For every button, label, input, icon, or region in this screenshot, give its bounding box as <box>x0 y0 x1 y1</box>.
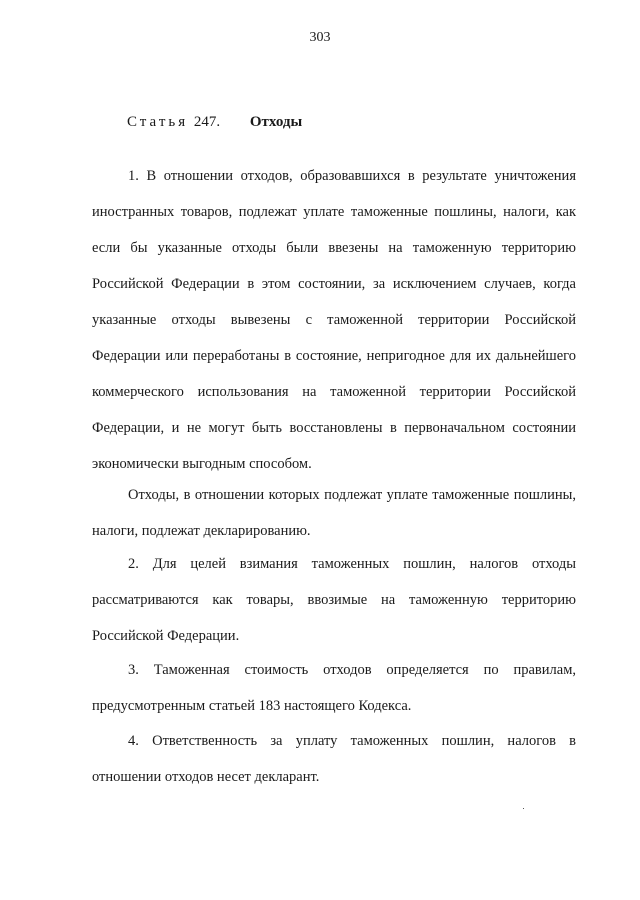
article-heading <box>127 114 302 131</box>
article-body-3 <box>92 546 576 654</box>
paragraph-5: 4. Ответственность за уплату таможенных пошлин, налогов в отношении отходов несет декларант. <box>92 733 576 785</box>
paragraph-4: 3. Таможенная стоимость отходов определяется по правилам, предусмотренным статьей 183 настоящего Кодекса. <box>92 662 576 714</box>
article-title: Отходы <box>249 114 303 130</box>
paragraph-2: Отходы, в отношении которых подлежат уплате таможенные пошлины, налоги, подлежат декларированию. <box>92 487 576 539</box>
article-label: Статья <box>127 114 189 130</box>
scan-speck <box>523 808 524 809</box>
paragraph-1: 1. В отношении отходов, образовавшихся в результате уничтожения иностранных товаров, подлежат уплате таможенные пошлины, налоги, как если бы указанные отходы были ввезены на таможенную территорию Российской Федерации в этом состоянии, за исключением случаев, когда указанные отходы вывезены с таможенной территории Российской Федерации или переработаны в состояние, непригодное для их дальнейшего коммерческого использования на таможенной территории Российской Федерации, и не могут быть восстановлены в первоначальном состоянии экономически выгодным способом. <box>92 168 576 472</box>
page-number: 303 <box>309 30 331 45</box>
article-body-4 <box>92 652 576 724</box>
article-body-2 <box>92 477 576 549</box>
article-body <box>92 158 576 482</box>
article-number: 247. <box>193 114 221 130</box>
article-body-5 <box>92 723 576 795</box>
paragraph-3: 2. Для целей взимания таможенных пошлин, налогов отходы рассматриваются как товары, ввозимые на таможенную территорию Российской Федерации. <box>92 556 576 644</box>
